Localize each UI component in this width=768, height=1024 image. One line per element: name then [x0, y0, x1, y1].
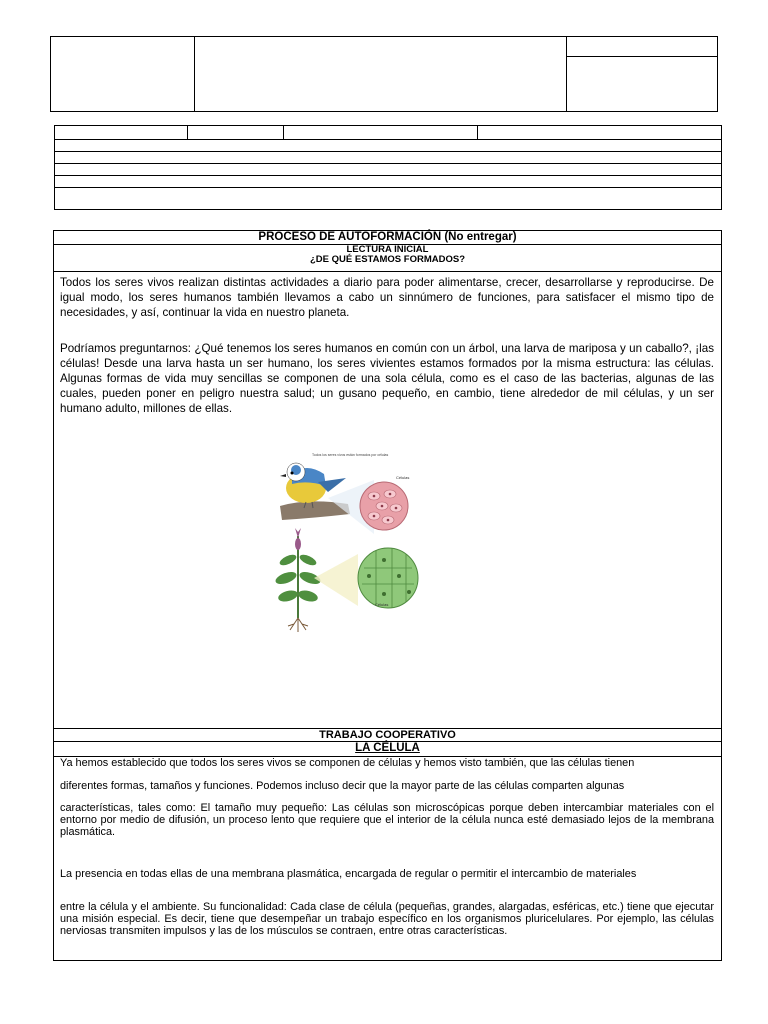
header-right-divider — [566, 56, 718, 57]
cells-figure — [268, 448, 436, 643]
info-grid-row-1 — [54, 139, 722, 140]
cooperativo-paragraph-1a: Ya hemos establecido que todos los seres vivos se componen de células y hemos visto también, que las células tienen — [60, 757, 635, 769]
header-divider-1 — [194, 36, 195, 112]
cooperativo-paragraph-2: características, tales como: El tamaño muy pequeño: Las células son microscópicas porque deben intercambiar materiales con el entorno por medio de difusión, un proceso lento que requiere que el interior de la célula nunca esté demasiado lejos de la membrana plasmática. — [60, 802, 714, 838]
plant-cells-image — [358, 548, 418, 608]
header-box — [50, 36, 718, 112]
autoformacion-header: PROCESO DE AUTOFORMACIÓN (No entregar) — [258, 231, 517, 243]
lectura-header-line — [53, 271, 722, 272]
animal-cells-image — [360, 482, 408, 530]
lectura-inicial-question: ¿DE QUÉ ESTAMOS FORMADOS? — [310, 254, 465, 265]
cooperativo-paragraph-3: La presencia en todas ellas de una membrana plasmática, encargada de regular o permitir el intercambio de materiales — [60, 868, 637, 880]
la-celula-title: LA CÉLULA — [355, 742, 420, 754]
info-grid-row-2 — [54, 151, 722, 152]
info-grid — [54, 125, 722, 210]
info-grid-col-3 — [477, 125, 478, 139]
info-grid-col-2 — [283, 125, 284, 139]
bird-image — [280, 463, 350, 520]
cooperativo-paragraph-1b: diferentes formas, tamaños y funciones. Podemos incluso decir que la mayor parte de las células comparten algunas — [60, 780, 625, 792]
autoformacion-paragraph-1: Todos los seres vivos realizan distintas actividades a diario para poder alimentarse, crecer, desarrollarse y reproducirse. De igual modo, los seres humanos también llevamos a cabo un sinnúmero de funciones, para satisfacer el mismo tipo de necesidades, y así, continuar la vida en nuestro planeta. — [60, 276, 714, 319]
header-divider-2 — [566, 36, 567, 112]
figure-caption: Todos los seres vivos están formados por células — [312, 453, 389, 457]
info-grid-row-5 — [54, 187, 722, 188]
cooperativo-header: TRABAJO COOPERATIVO — [319, 729, 456, 741]
plant-image — [274, 528, 322, 632]
autoformacion-paragraph-2: Podríamos preguntarnos: ¿Qué tenemos los seres humanos en común con un árbol, una larva de mariposa y un caballo?, ¡las células! Desde una larva hasta un ser humano, los seres vivientes estamos formados por la misma estructura: las células. Algunas formas de vida muy sencillas se componen de una sola célula, como es el caso de las bacterias, algunas de las cuales, pueden poner en peligro nuestra salud; un gusano pequeño, en cambio, tiene alrededor de mil células, y un ser humano adulto, millones de ellas. — [60, 342, 714, 415]
info-grid-row-4 — [54, 175, 722, 176]
info-grid-row-3 — [54, 163, 722, 164]
info-grid-col-1 — [187, 125, 188, 139]
plant-cells-label: Células — [375, 602, 389, 607]
cooperativo-paragraph-4: entre la célula y el ambiente. Su funcionalidad: Cada clase de célula (pequeñas, grandes, alargadas, esféricas, etc.) tiene que ejecutar una misión especial. Es decir, tiene que desempeñar un trabajo específico en los organismos pluricelulares. Por ejemplo, las células nerviosas transmiten impulsos y las de los músculos se contraen, entre otras características. — [60, 901, 714, 937]
lectura-inicial-title: LECTURA INICIAL — [346, 244, 429, 255]
animal-cells-label: Células — [396, 475, 410, 480]
cells-illustration — [268, 448, 436, 643]
